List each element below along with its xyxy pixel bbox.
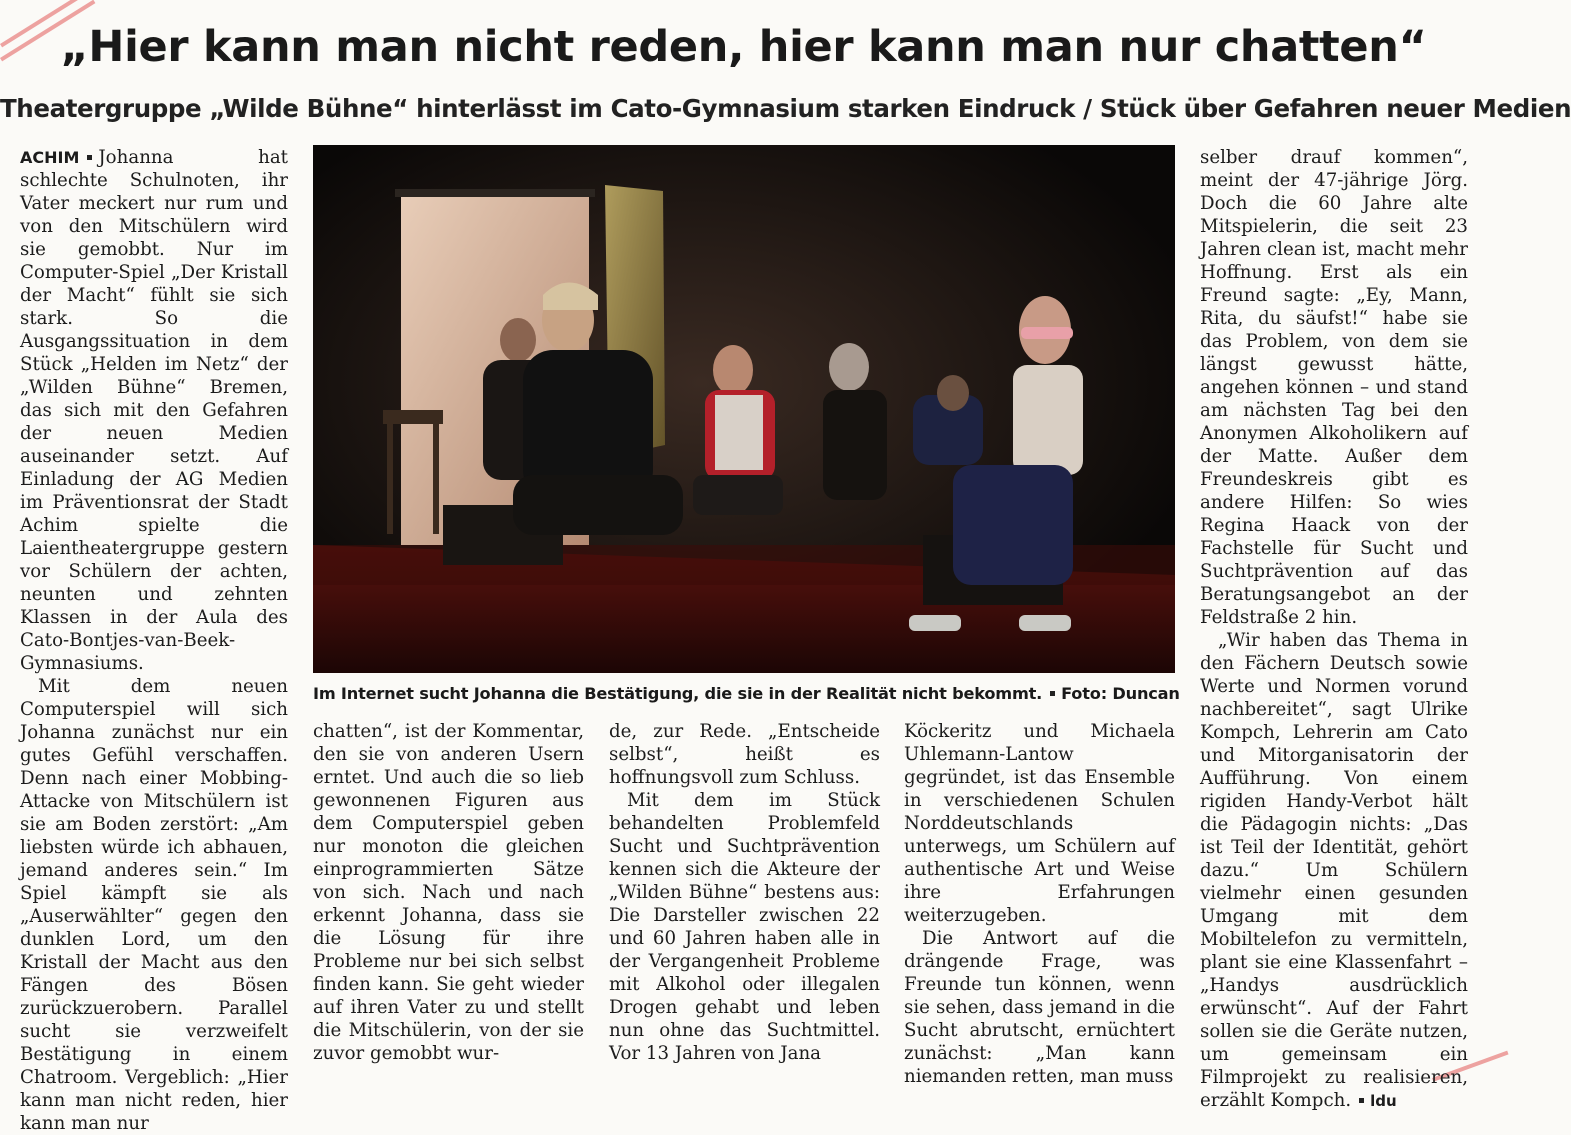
bullet-icon xyxy=(87,155,92,160)
bullet-icon xyxy=(1050,691,1055,696)
paragraph: de, zur Rede. „Entscheide selbst“, heißt es hoffnungsvoll zum Schluss. xyxy=(609,721,880,788)
article-column-1 xyxy=(20,146,288,1135)
paragraph: selber drauf kommen“, meint der 47-jährige Jörg. Doch die 60 Jahre alte Mitspielerin, die seit 23 Jahren clean ist, macht mehr Hoffnung. Erst als ein Freund sagte: „Ey, Mann, Rita, du säufst!“ habe sie das Problem, von dem sie längst gewusst hätte, angehen können – und stand am nächsten Tag bei den Anonymen Alkoholikern auf der Matte. Außer dem Freundeskreis gibt es andere Hilfen: So wies Regina Haack von der Fachstelle für Sucht und Suchtprävention auf das Beratungsangebot an der Feldstraße 2 hin. xyxy=(1200,147,1468,628)
paragraph-text: „Wir haben das Thema in den Fächern Deutsch sowie Werte und Normen vorund nachbereitet“, sagt Ulrike Kompch, Lehrerin am Cato und Mitorganisatorin der Aufführung. Von einem rigiden Handy-Verbot hält die Pädagogin nichts: „Das ist Teil der Identität, gehört dazu.“ Um Schülern vielmehr einen gesunden Umgang mit dem Mobiltelefon zu vermitteln, plant sie eine Klassenfahrt – „Handys ausdrücklich erwünscht“. Auf der Fahrt sollen sie die Geräte nutzen, um gemeinsam ein Filmprojekt zu realisieren, erzählt Kompch. xyxy=(1200,630,1468,1111)
stage-photo xyxy=(313,145,1175,673)
article-column-4 xyxy=(904,720,1175,1088)
photo-credit: Foto: Duncan xyxy=(1061,684,1180,703)
dateline: ACHIM xyxy=(20,148,80,167)
paragraph: Mit dem neuen Computerspiel will sich Johanna zunächst nur ein gutes Gefühl verschaffen. Denn nach einer Mobbing-Attacke von Mitschülern ist sie am Boden zerstört: „Am liebsten würde ich abhauen, jemand anderes sein.“ Im Spiel kämpft sie als „Auserwählter“ gegen den dunklen Lord, um den Kristall der Macht aus den Fängen des Bösen zurückzuerobern. Parallel sucht sie verzweifelt Bestätigung in einem Chatroom. Vergeblich: „Hier kann man nicht reden, hier kann man nur xyxy=(20,676,288,1134)
paragraph: Mit dem im Stück behandelten Problemfeld Sucht und Suchtprävention kennen sich die Akteure der „Wilden Bühne“ bestens aus: Die Darsteller zwischen 22 und 60 Jahren haben alle in der Vergangenheit Probleme mit Alkohol oder illegalen Drogen gehabt und leben nun ohne das Suchtmittel. Vor 13 Jahren von Jana xyxy=(609,790,880,1064)
photo-caption xyxy=(313,684,1180,703)
paragraph: Köckeritz und Michaela Uhlemann-Lantow gegründet, ist das Ensemble in verschiedenen Schulen Norddeutschlands unterwegs, um Schülern auf authentische Art und Weise ihre Erfahrungen weiterzugeben. xyxy=(904,721,1175,926)
subheadline: Theatergruppe „Wilde Bühne“ hinterlässt im Cato-Gymnasium starken Eindruck / Stück über Gefahren neuer Medien xyxy=(0,94,1571,123)
headline: „Hier kann man nicht reden, hier kann man nur chatten“ xyxy=(60,22,1427,72)
article-column-3 xyxy=(609,720,880,1065)
caption-text: Im Internet sucht Johanna die Bestätigung, die sie in der Realität nicht bekommt. xyxy=(313,684,1043,703)
stage-photo-icon xyxy=(313,145,1175,673)
paragraph-text: Johanna hat schlechte Schulnoten, ihr Vater meckert nur rum und von den Mitschülern wird sie gemobbt. Nur im Computer-Spiel „Der Kristall der Macht“ fühlt sie sich stark. So die Ausgangssituation in dem Stück „Helden im Netz“ der „Wilden Bühne“ Bremen, das sich mit den Gefahren der neuen Medien auseinander setzt. Auf Einladung der AG Medien im Präventionsrat der Stadt Achim spielte die Laientheatergruppe gestern vor Schülern der achten, neunten und zehnten Klassen in der Aula des Cato-Bontjes-van-Beek-Gymnasiums. xyxy=(20,147,288,674)
article-column-5 xyxy=(1200,146,1468,1113)
paragraph: chatten“, ist der Kommentar, den sie von anderen Usern erntet. Und auch die so lieb gewonnenen Figuren aus dem Computerspiel geben nur monoton die gleichen einprogrammierten Sätze von sich. Nach und nach erkennt Johanna, dass sie die Lösung für ihre Probleme nur bei sich selbst finden kann. Sie geht wieder auf ihren Vater zu und stellt die Mitschülerin, von der sie zuvor gemobbt wur- xyxy=(313,721,584,1064)
paragraph xyxy=(20,146,288,675)
article-column-2 xyxy=(313,720,584,1065)
paragraph: Die Antwort auf die drängende Frage, was Freunde tun können, wenn sie sehen, dass jemand in die Sucht abrutscht, ernüchtert zunächst: „Man kann niemanden retten, man muss xyxy=(904,928,1175,1087)
bullet-icon xyxy=(1359,1098,1364,1103)
paragraph xyxy=(1200,629,1468,1113)
author-initials: ldu xyxy=(1370,1092,1397,1110)
